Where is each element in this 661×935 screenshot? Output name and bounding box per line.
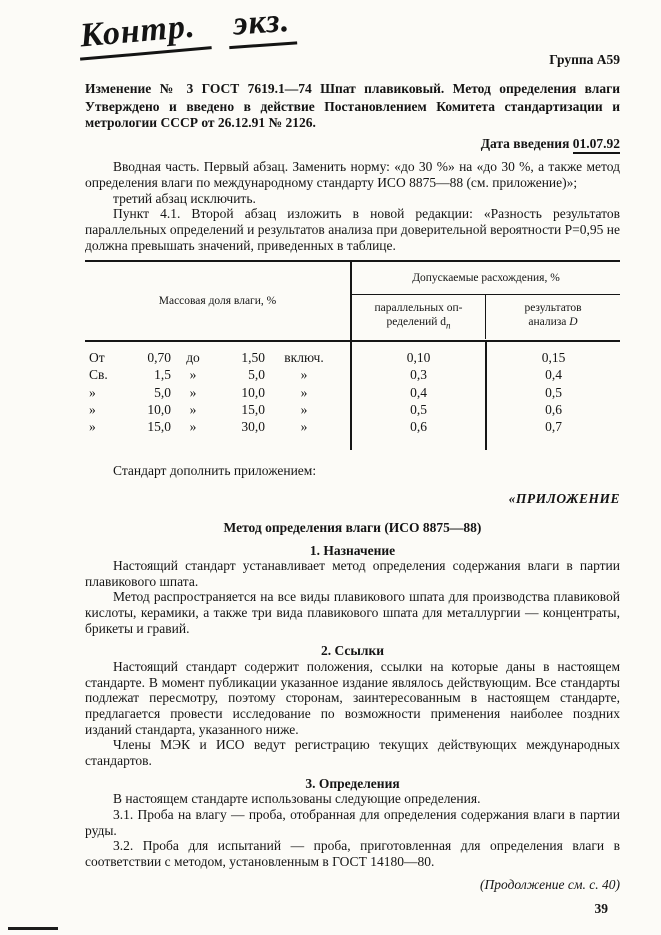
d-value: 0,15 <box>541 350 566 366</box>
d-value: 0,5 <box>545 384 562 400</box>
effective-date-label: Дата введения <box>480 135 573 151</box>
amendment-paragraph-1: Вводная часть. Первый абзац. Заменить норму: «до 30 %» на «до 30 %, а также метод определения влаги по международному стандарту ИСО 8875—88 (см. приложение)»; <box>85 159 620 190</box>
table-row <box>85 384 350 401</box>
range-mid: » <box>189 402 197 418</box>
handwriting-word-ekz: экз. <box>226 0 298 49</box>
range-suffix: » <box>300 402 308 418</box>
subheader-analysis-line2: анализа <box>528 315 570 328</box>
appendix-label: «ПРИЛОЖЕНИЕ <box>508 491 620 507</box>
d-value: 0,6 <box>545 402 562 418</box>
subheader-parallel-line2: ределений d <box>386 315 447 328</box>
range-to: 1,50 <box>241 350 265 366</box>
range-suffix: » <box>300 419 308 435</box>
range-prefix: От <box>89 350 105 366</box>
dn-value: 0,6 <box>410 419 427 435</box>
appendix-title: Метод определения влаги (ИСО 8875—88) <box>223 519 482 535</box>
table-body <box>85 340 620 449</box>
range-from: 5,0 <box>154 384 171 400</box>
dn-value: 0,5 <box>410 402 427 418</box>
d-value: 0,7 <box>545 419 562 435</box>
amendment-paragraph-3: Пункт 4.1. Второй абзац изложить в новой редакции: «Разность результатов параллельных определений и результатов анализа при доверительной вероятности Р=0,95 не должна превышать значений, приведенных в таблице. <box>85 206 620 253</box>
range-to: 10,0 <box>241 384 265 400</box>
table-dn-column <box>350 342 485 449</box>
range-to: 15,0 <box>241 402 265 418</box>
section2-paragraph-2: Члены МЭК и ИСО ведут регистрацию текущих действующих международных стандартов. <box>85 737 620 769</box>
continuation-note: (Продолжение см. с. 40) <box>480 876 620 892</box>
range-mid: » <box>189 419 197 435</box>
section-heading-2: 2. Ссылки <box>320 643 385 659</box>
section-heading-1: 1. Назначение <box>309 542 396 558</box>
range-mid: » <box>189 367 197 383</box>
range-prefix: » <box>89 402 96 418</box>
amendment-title: Изменение № 3 ГОСТ 7619.1—74 Шпат плавиковый. Метод определения влаги <box>85 80 620 96</box>
table-row <box>85 349 350 366</box>
range-to: 5,0 <box>248 367 265 383</box>
range-from: 10,0 <box>147 402 171 418</box>
bottom-left-print-mark <box>8 927 58 930</box>
handwriting-word-kontr: Контр. <box>76 5 211 61</box>
section3-paragraph-1: В настоящем стандарте использованы следующие определения. <box>113 791 481 807</box>
d-value: 0,4 <box>545 367 562 383</box>
effective-date-value: 01.07.92 <box>573 136 620 154</box>
section-heading-3: 3. Определения <box>305 775 400 791</box>
table-d-column <box>485 342 620 449</box>
table-header <box>85 262 620 340</box>
dn-value: 0,10 <box>406 350 431 366</box>
table-span-header: Допускаемые расхождения, % <box>352 262 620 294</box>
section2-paragraph-1: Настоящий стандарт содержит положения, ссылки на которые даны в настоящем стандарте. В момент публикации указанное издание являлось действующим. Все стандарты подлежат пересмотру, поэтому сторонам, заинтересованным в настоящем стандарте, предлагается провести исследование по возможности применения наиболее поздних изданий стандарта, указанного ниже. <box>85 659 620 737</box>
table-row <box>85 401 350 418</box>
table-subheader-analysis <box>485 295 620 340</box>
subheader-parallel-line1: параллельных оп- <box>374 301 463 314</box>
subheader-parallel-subscript: n <box>446 320 451 331</box>
section1-paragraph-1: Настоящий стандарт устанавливает метод определения содержания влаги в партии плавикового шпата. <box>85 558 620 589</box>
range-prefix: Св. <box>89 367 108 383</box>
range-suffix: включ. <box>284 350 324 366</box>
table-col1-header: Массовая доля влаги, % <box>158 294 277 307</box>
appendix-lead: Стандарт дополнить приложением: <box>113 462 317 478</box>
range-from: 1,5 <box>154 367 171 383</box>
text-column <box>85 0 620 917</box>
range-mid: » <box>189 384 197 400</box>
table-subheader-parallel <box>352 295 485 340</box>
table-range-column <box>85 342 350 449</box>
table-header-right <box>350 262 620 340</box>
approval-statement: Утверждено и введено в действие Постановлением Комитета стандартизации и метрологии СССР от 26.12.91 № 2126. <box>85 99 620 130</box>
tolerance-table <box>85 260 620 449</box>
page-number: 39 <box>594 901 608 917</box>
section3-paragraph-3: 3.2. Проба для испытаний — проба, приготовленная для определения влаги в соответствии с методом, установленным в ГОСТ 14180—80. <box>85 838 620 869</box>
section3-paragraph-2: 3.1. Проба на влагу — проба, отобранная для определения содержания влаги в партии руды. <box>85 807 620 838</box>
range-to: 30,0 <box>241 419 265 435</box>
range-prefix: » <box>89 419 96 435</box>
group-label: Группа А59 <box>549 52 620 67</box>
dn-value: 0,3 <box>410 367 427 383</box>
table-subheaders <box>352 295 620 340</box>
range-mid: до <box>186 350 200 366</box>
subheader-analysis-variable: D <box>569 315 578 328</box>
range-from: 0,70 <box>147 350 171 366</box>
dn-value: 0,4 <box>410 384 427 400</box>
table-row <box>85 366 350 383</box>
amendment-paragraph-2: третий абзац исключить. <box>113 190 256 206</box>
subheader-analysis-line1: результатов <box>524 301 582 314</box>
table-row <box>85 418 350 435</box>
range-suffix: » <box>300 367 308 383</box>
range-from: 15,0 <box>147 419 171 435</box>
range-prefix: » <box>89 384 96 400</box>
range-suffix: » <box>300 384 308 400</box>
section1-paragraph-2: Метод распространяется на все виды плавикового шпата для производства плавиковой кислоты, керамики, а также три вида плавикового шпата для металлургии — концентраты, брикеты и гравий. <box>85 589 620 636</box>
effective-date-line <box>85 136 620 152</box>
